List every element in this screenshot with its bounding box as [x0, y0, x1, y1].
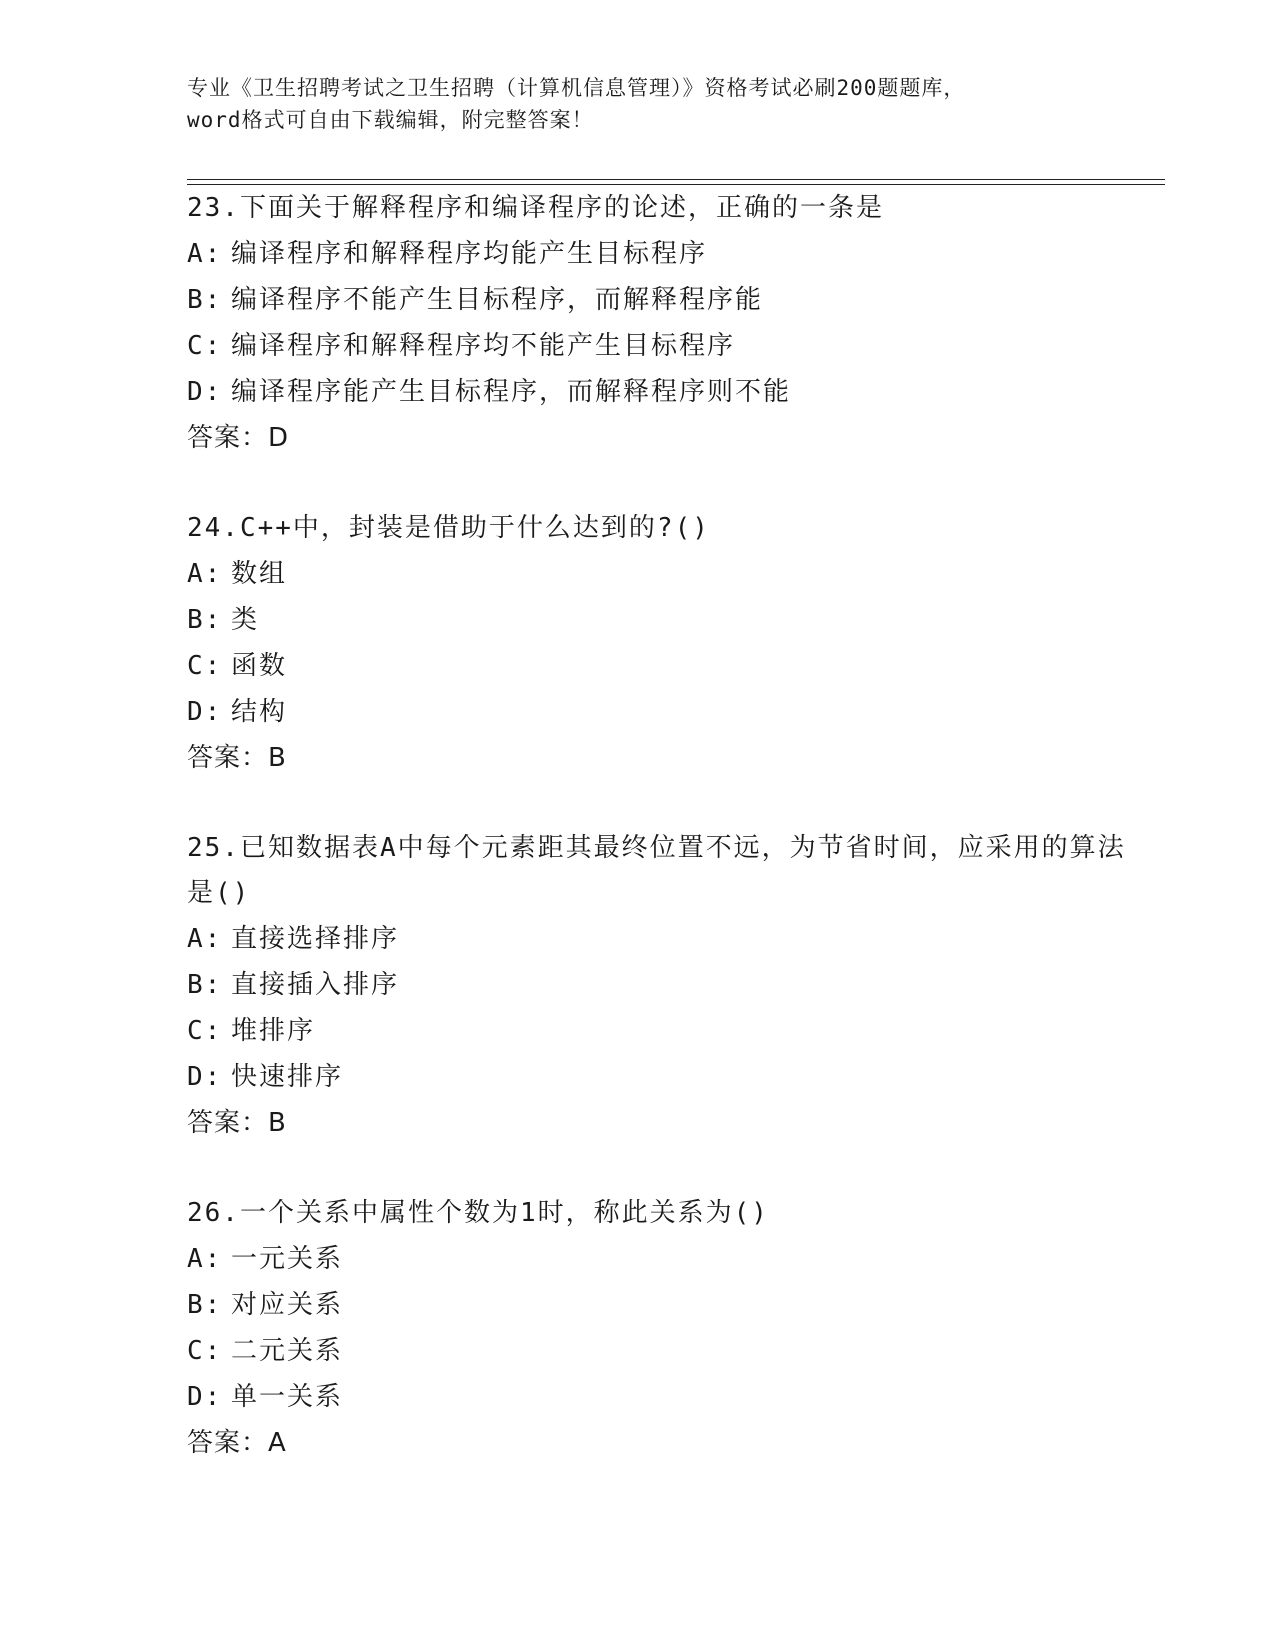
answer-label: 答案：B — [187, 1108, 287, 1138]
option-d — [187, 1054, 1147, 1100]
option-key: B: — [187, 605, 223, 635]
option-a — [187, 916, 1147, 962]
option-key: B: — [187, 1290, 223, 1320]
option-key: D: — [187, 1062, 223, 1092]
option-key: A: — [187, 924, 223, 954]
answer-label: 答案：A — [187, 1428, 287, 1458]
option-b — [187, 277, 1147, 323]
option-text: 对应关系 — [231, 1290, 344, 1320]
option-text: 编译程序能产生目标程序，而解释程序则不能 — [231, 377, 792, 407]
option-d — [187, 1374, 1147, 1420]
option-a — [187, 1236, 1147, 1282]
option-c — [187, 643, 1147, 689]
option-text: 一元关系 — [231, 1244, 344, 1274]
option-key: D: — [187, 377, 223, 407]
question-26 — [187, 1191, 1147, 1466]
option-key: D: — [187, 697, 223, 727]
option-d — [187, 689, 1147, 735]
option-a — [187, 551, 1147, 597]
option-text: 直接插入排序 — [231, 970, 400, 1000]
option-b — [187, 1282, 1147, 1328]
option-key: B: — [187, 285, 223, 315]
option-key: C: — [187, 1016, 223, 1046]
option-text: 结构 — [231, 697, 288, 727]
answer-label: 答案：D — [187, 423, 290, 453]
option-text: 堆排序 — [231, 1016, 316, 1046]
option-a — [187, 231, 1147, 277]
question-text: 26.一个关系中属性个数为1时，称此关系为() — [187, 1198, 769, 1228]
document-header — [187, 72, 1087, 136]
option-key: D: — [187, 1382, 223, 1412]
option-key: C: — [187, 1336, 223, 1366]
option-text: 直接选择排序 — [231, 924, 400, 954]
option-text: 数组 — [231, 559, 288, 589]
option-key: C: — [187, 331, 223, 361]
option-key: A: — [187, 239, 223, 269]
option-text: 单一关系 — [231, 1382, 344, 1412]
question-text: 23.下面关于解释程序和编译程序的论述，正确的一条是 — [187, 193, 884, 223]
option-key: C: — [187, 651, 223, 681]
header-line-2: word格式可自由下载编辑，附完整答案！ — [187, 108, 594, 132]
option-text: 编译程序不能产生目标程序，而解释程序能 — [231, 285, 764, 315]
question-25 — [187, 826, 1147, 1146]
option-key: B: — [187, 970, 223, 1000]
question-text: 24.C++中，封装是借助于什么达到的?() — [187, 513, 710, 543]
header-line-1: 专业《卫生招聘考试之卫生招聘（计算机信息管理）》资格考试必刷200题题库， — [187, 76, 966, 100]
option-c — [187, 1008, 1147, 1054]
question-23 — [187, 186, 1147, 461]
question-24 — [187, 506, 1147, 781]
option-text: 快速排序 — [231, 1062, 344, 1092]
question-list — [187, 186, 1147, 1511]
option-key: A: — [187, 1244, 223, 1274]
header-divider-top — [187, 179, 1165, 180]
option-c — [187, 1328, 1147, 1374]
option-b — [187, 597, 1147, 643]
option-b — [187, 962, 1147, 1008]
option-key: A: — [187, 559, 223, 589]
option-text: 类 — [231, 605, 260, 635]
option-text: 函数 — [231, 651, 288, 681]
option-c — [187, 323, 1147, 369]
option-text: 二元关系 — [231, 1336, 344, 1366]
answer-label: 答案：B — [187, 743, 287, 773]
option-d — [187, 369, 1147, 415]
header-divider-bottom — [187, 184, 1165, 185]
question-text: 25.已知数据表A中每个元素距其最终位置不远，为节省时间，应采用的算法是() — [187, 833, 1126, 908]
option-text: 编译程序和解释程序均能产生目标程序 — [231, 239, 708, 269]
option-text: 编译程序和解释程序均不能产生目标程序 — [231, 331, 736, 361]
